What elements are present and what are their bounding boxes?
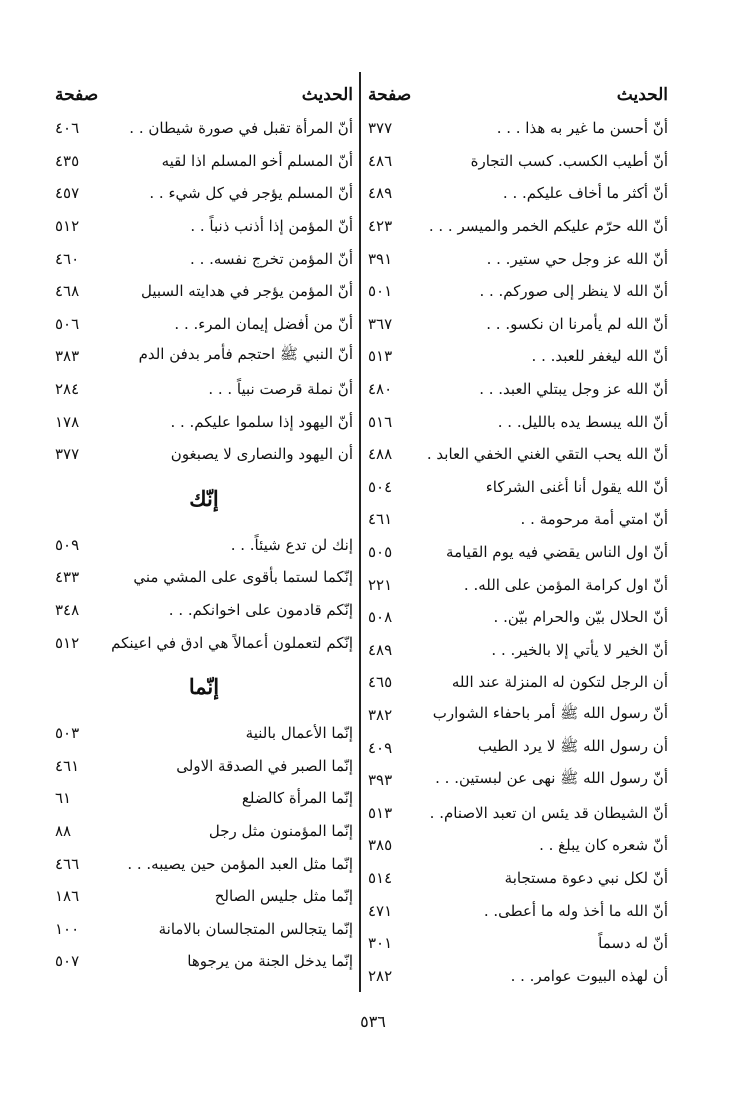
entry-page-number: ٣٨٢ bbox=[368, 705, 393, 724]
entry-page-number: ٣٧٧ bbox=[55, 445, 80, 464]
index-entry bbox=[368, 177, 668, 210]
index-entry bbox=[368, 210, 668, 243]
index-entry bbox=[368, 503, 668, 536]
entry-hadith-text: أنّ الله عز وجل حي ستير. . . bbox=[486, 249, 668, 268]
entry-hadith-text: أنّ الله حرّم عليكم الخمر والميسر . . . bbox=[428, 217, 668, 236]
entry-page-number: ٥١٢ bbox=[55, 633, 80, 652]
index-entry bbox=[368, 242, 668, 275]
index-entry bbox=[55, 405, 353, 438]
page-header-label: صفحة bbox=[368, 85, 412, 105]
index-entry bbox=[55, 945, 353, 978]
entry-page-number: ٤٨٠ bbox=[368, 380, 393, 399]
entry-hadith-text: أنّ رسول الله ﷺ أمر باحفاء الشوارب bbox=[432, 703, 668, 722]
entry-hadith-text: أنّ الخير لا يأتي إلا بالخير. . . bbox=[491, 640, 668, 659]
index-entry bbox=[55, 210, 353, 243]
hadith-list bbox=[55, 112, 353, 471]
entry-hadith-text: أنّ اول الناس يقضي فيه يوم القيامة bbox=[446, 543, 668, 562]
entry-page-number: ٤٦٠ bbox=[55, 249, 80, 268]
index-entry bbox=[368, 112, 668, 145]
index-entry bbox=[55, 594, 353, 627]
entry-hadith-text: إنّما يدخل الجنة من يرجوها bbox=[187, 952, 353, 971]
index-entry bbox=[55, 275, 353, 308]
entry-hadith-text: أنّ الله ليغفر للعبد. . . bbox=[531, 347, 668, 366]
left-column bbox=[55, 78, 353, 978]
entry-page-number: ٤٦٥ bbox=[368, 673, 393, 692]
index-entry bbox=[55, 750, 353, 783]
entry-hadith-text: أنّ اليهود إذا سلموا عليكم. . . bbox=[170, 412, 353, 431]
entry-page-number: ٥٠٣ bbox=[55, 724, 80, 743]
index-entry bbox=[55, 308, 353, 341]
index-entry bbox=[55, 112, 353, 145]
entry-page-number: ٣٤٨ bbox=[55, 601, 80, 620]
entry-page-number: ٥٠٧ bbox=[55, 952, 80, 971]
index-entry bbox=[368, 601, 668, 634]
section-title-innaka: إنّك bbox=[189, 485, 219, 511]
index-entry bbox=[368, 894, 668, 927]
index-entry bbox=[368, 634, 668, 667]
entry-hadith-text: إنّما مثل العبد المؤمن حين يصيبه. . . bbox=[127, 854, 353, 873]
entry-page-number: ٣٩١ bbox=[368, 249, 393, 268]
index-entry bbox=[368, 340, 668, 373]
entry-hadith-text: أنّ المرأة تقبل في صورة شيطان . . bbox=[129, 119, 353, 138]
index-entry bbox=[55, 177, 353, 210]
entry-hadith-text: أنّ الله عز وجل يبتلي العبد. . . bbox=[479, 380, 668, 399]
entry-page-number: ٥١٢ bbox=[55, 217, 80, 236]
section-title-innama: إنّما bbox=[188, 673, 220, 699]
right-column bbox=[368, 78, 668, 992]
entry-hadith-text: أنّ الله لم يأمرنا ان نكسو. . . bbox=[486, 314, 668, 333]
entry-page-number: ٣٦٧ bbox=[368, 314, 393, 333]
index-entry bbox=[368, 927, 668, 960]
entry-hadith-text: إنّما الصبر في الصدقة الاولى bbox=[176, 756, 353, 775]
entry-page-number: ٢٨٢ bbox=[368, 966, 393, 985]
entry-hadith-text: أنّ المؤمن يؤجر في هدايته السبيل bbox=[140, 282, 353, 301]
entry-page-number: ١٨٦ bbox=[55, 887, 80, 906]
hadith-list bbox=[368, 112, 668, 992]
column-header bbox=[55, 78, 353, 112]
entry-hadith-text: إنّما المؤمنون مثل رجل bbox=[208, 821, 353, 840]
index-entry bbox=[55, 912, 353, 945]
index-entry bbox=[368, 731, 668, 764]
hadith-list bbox=[55, 717, 353, 978]
index-entry bbox=[368, 666, 668, 699]
index-entry bbox=[55, 529, 353, 562]
index-entry bbox=[55, 145, 353, 178]
entry-page-number: ٥١٤ bbox=[368, 868, 393, 887]
index-entry bbox=[368, 536, 668, 569]
entry-page-number: ٤٦٦ bbox=[55, 854, 80, 873]
entry-page-number: ٥١٣ bbox=[368, 803, 393, 822]
index-entry bbox=[368, 959, 668, 992]
index-entry bbox=[55, 373, 353, 406]
index-entry bbox=[368, 405, 668, 438]
index-entry bbox=[368, 275, 668, 308]
index-entry bbox=[55, 626, 353, 659]
index-entry bbox=[55, 847, 353, 880]
entry-page-number: ١٧٨ bbox=[55, 412, 80, 431]
entry-page-number: ٤٠٦ bbox=[55, 119, 80, 138]
index-entry bbox=[55, 340, 353, 373]
index-entry bbox=[55, 438, 353, 471]
entry-hadith-text: أنّ المسلم أخو المسلم اذا لقيه bbox=[161, 151, 353, 170]
entry-hadith-text: أنّ له دسماً bbox=[598, 934, 668, 953]
entry-hadith-text: أن الرجل لتكون له المنزلة عند الله bbox=[451, 673, 668, 692]
index-entry bbox=[368, 568, 668, 601]
entry-hadith-text: أنّ الله يبسط يده بالليل. . . bbox=[497, 412, 668, 431]
entry-page-number: ٥١٣ bbox=[368, 347, 393, 366]
entry-page-number: ٤٨٨ bbox=[368, 445, 393, 464]
entry-hadith-text: أنّ أكثر ما أخاف عليكم. . . bbox=[502, 184, 668, 203]
hadith-header-label: الحديث bbox=[301, 85, 353, 105]
index-entry bbox=[368, 764, 668, 797]
entry-hadith-text: أنّ أطيب الكسب. كسب التجارة bbox=[470, 151, 668, 170]
index-entry bbox=[368, 308, 668, 341]
entry-page-number: ٥٠٥ bbox=[368, 543, 393, 562]
hadith-list bbox=[55, 529, 353, 659]
entry-hadith-text: أنّ المسلم يؤجر في كل شيء . . bbox=[149, 184, 353, 203]
entry-hadith-text: أنّ رسول الله ﷺ نهى عن لبستين. . . bbox=[435, 769, 668, 788]
entry-page-number: ٤٦٨ bbox=[55, 282, 80, 301]
entry-hadith-text: أن رسول الله ﷺ لا يرد الطيب bbox=[477, 736, 668, 755]
entry-page-number: ٥١٦ bbox=[368, 412, 393, 431]
entry-hadith-text: أنّ نملة قرصت نبياً . . . bbox=[208, 380, 353, 399]
entry-hadith-text: أنّ الله ما أخذ وله ما أعطى. . bbox=[483, 901, 668, 920]
index-entry bbox=[55, 561, 353, 594]
entry-hadith-text: إنّكم لتعملون أعمالاً هي ادق في اعينكم bbox=[111, 633, 353, 652]
entry-hadith-text: أنّ اول كرامة المؤمن على الله. . bbox=[463, 575, 668, 594]
index-entry bbox=[368, 145, 668, 178]
entry-page-number: ٤٥٧ bbox=[55, 184, 80, 203]
entry-hadith-text: أنّ من أفضل إيمان المرء. . . bbox=[174, 314, 353, 333]
entry-page-number: ٥٠٤ bbox=[368, 477, 393, 496]
entry-page-number: ٨٨ bbox=[55, 821, 72, 840]
entry-page-number: ٣٠١ bbox=[368, 934, 393, 953]
index-entry bbox=[55, 880, 353, 913]
entry-page-number: ٣٩٣ bbox=[368, 771, 393, 790]
entry-page-number: ٤٣٣ bbox=[55, 568, 80, 587]
entry-hadith-text: أنّ الحلال بيّن والحرام بيّن. . bbox=[493, 608, 668, 627]
entry-hadith-text: أنّ الشيطان قد يئس ان تعبد الاصنام. . bbox=[429, 803, 668, 822]
page-number: ٥٣٦ bbox=[360, 1012, 386, 1031]
column-header bbox=[368, 78, 668, 112]
entry-page-number: ٥٠١ bbox=[368, 282, 393, 301]
entry-page-number: ٥٠٦ bbox=[55, 314, 80, 333]
entry-hadith-text: إنّما المرأة كالضلع bbox=[241, 789, 353, 808]
entry-hadith-text: أنّ الله لا ينظر إلى صوركم. . . bbox=[479, 282, 668, 301]
page-header-label: صفحة bbox=[55, 85, 99, 105]
entry-page-number: ٤٠٩ bbox=[368, 738, 393, 757]
entry-hadith-text: إنّما الأعمال بالنية bbox=[245, 724, 353, 743]
entry-hadith-text: إنك لن تدع شيئاً. . . bbox=[230, 535, 353, 554]
entry-hadith-text: أنّ لكل نبي دعوة مستجابة bbox=[504, 868, 668, 887]
entry-page-number: ٤٧١ bbox=[368, 901, 393, 920]
entry-hadith-text: أنّ المؤمن إذا أذنب ذنباً . . bbox=[190, 217, 353, 236]
entry-hadith-text: إنّكما لستما بأقوى على المشي مني bbox=[133, 568, 353, 587]
entry-hadith-text: أنّ أحسن ما غير به هذا . . . bbox=[496, 119, 668, 138]
entry-page-number: ١٠٠ bbox=[55, 919, 80, 938]
entry-page-number: ٢٢١ bbox=[368, 575, 393, 594]
entry-hadith-text: إنّما مثل جليس الصالح bbox=[214, 887, 353, 906]
entry-page-number: ٥٠٩ bbox=[55, 535, 80, 554]
index-entry bbox=[55, 815, 353, 848]
entry-page-number: ٤٨٦ bbox=[368, 151, 393, 170]
entry-page-number: ٣٨٥ bbox=[368, 836, 393, 855]
column-divider bbox=[359, 72, 361, 992]
index-entry bbox=[368, 471, 668, 504]
entry-page-number: ٤٣٥ bbox=[55, 151, 80, 170]
entry-hadith-text: أنّ امتي أمة مرحومة . . bbox=[520, 510, 668, 529]
entry-page-number: ٤٨٩ bbox=[368, 640, 393, 659]
entry-hadith-text: أن لهذه البيوت عوامر. . . bbox=[510, 966, 668, 985]
index-entry bbox=[368, 699, 668, 732]
hadith-header-label: الحديث bbox=[616, 85, 668, 105]
index-entry bbox=[368, 862, 668, 895]
entry-page-number: ٤٨٩ bbox=[368, 184, 393, 203]
entry-hadith-text: إنّكم قادمون على اخوانكم. . . bbox=[168, 601, 353, 620]
index-entry bbox=[55, 242, 353, 275]
entry-page-number: ٤٦١ bbox=[368, 510, 393, 529]
entry-hadith-text: أنّ النبي ﷺ احتجم فأمر بدفن الدم bbox=[138, 345, 353, 364]
index-entry bbox=[368, 829, 668, 862]
index-entry bbox=[55, 782, 353, 815]
entry-hadith-text: أن اليهود والنصارى لا يصبغون bbox=[170, 445, 353, 464]
entry-page-number: ٤٢٣ bbox=[368, 217, 393, 236]
index-entry bbox=[368, 373, 668, 406]
index-entry bbox=[55, 717, 353, 750]
entry-page-number: ٤٦١ bbox=[55, 756, 80, 775]
entry-hadith-text: أنّ الله يحب التقي الغني الخفي العابد . bbox=[426, 445, 668, 464]
entry-hadith-text: إنّما يتجالس المتجالسان بالامانة bbox=[158, 919, 353, 938]
entry-page-number: ٢٨٤ bbox=[55, 380, 80, 399]
index-entry bbox=[368, 796, 668, 829]
index-entry bbox=[368, 438, 668, 471]
entry-page-number: ٦١ bbox=[55, 789, 72, 808]
entry-hadith-text: أنّ المؤمن تخرج نفسه. . . bbox=[190, 249, 353, 268]
entry-hadith-text: أنّ الله يقول أنا أغنى الشركاء bbox=[485, 477, 668, 496]
entry-page-number: ٣٧٧ bbox=[368, 119, 393, 138]
entry-hadith-text: أنّ شعره كان يبلغ . . bbox=[539, 836, 668, 855]
entry-page-number: ٥٠٨ bbox=[368, 608, 393, 627]
entry-page-number: ٣٨٣ bbox=[55, 347, 80, 366]
